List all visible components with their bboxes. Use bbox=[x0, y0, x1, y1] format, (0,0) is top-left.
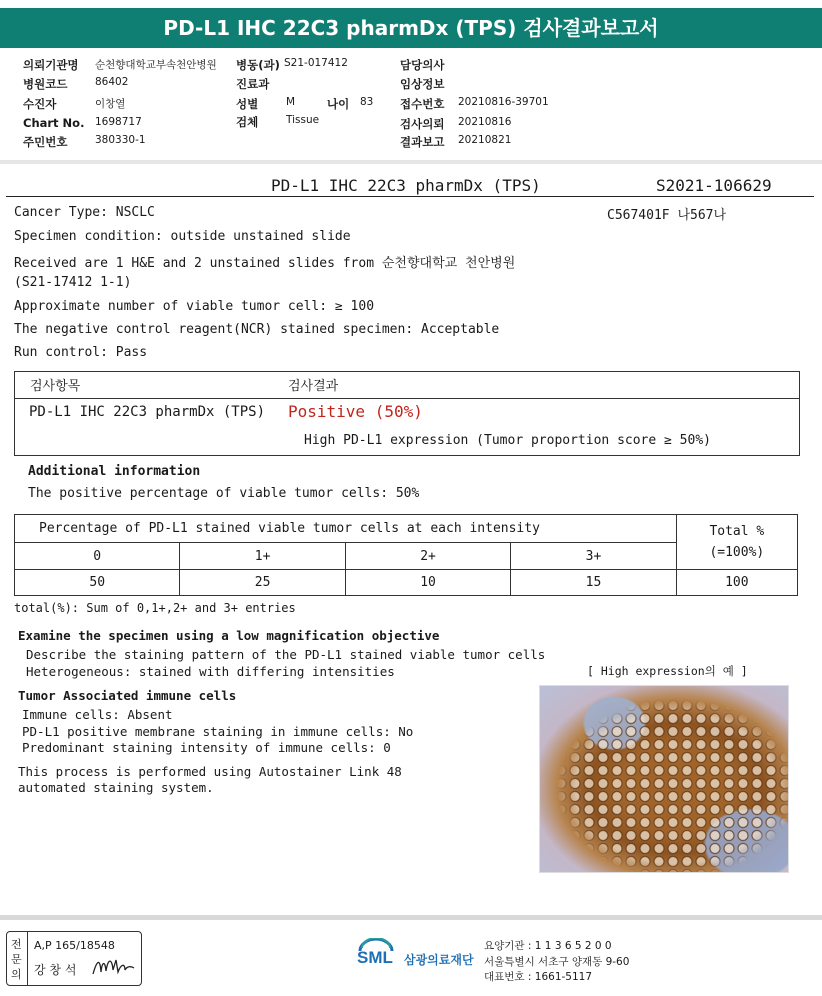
result-box-divider bbox=[15, 398, 799, 399]
intensity-header: Percentage of PD-L1 stained viable tumor cells at each intensity bbox=[15, 515, 677, 543]
intensity-table bbox=[14, 514, 798, 596]
age-value: 83 bbox=[360, 96, 374, 108]
org-address: 서울특별시 서초구 양재동 9-60 bbox=[484, 956, 630, 968]
org-phone: 대표번호 : 1661-5117 bbox=[484, 971, 593, 983]
report-date-label: 결과보고 bbox=[400, 135, 445, 149]
title-underline bbox=[6, 196, 814, 197]
received-ref: (S21-17412 1-1) bbox=[14, 275, 132, 290]
report-date-value: 20210821 bbox=[458, 134, 512, 146]
footer-divider bbox=[0, 915, 822, 920]
pathologist-vertical-label bbox=[7, 932, 28, 985]
hospital-code-value: 86402 bbox=[95, 76, 129, 88]
block-code: C567401F 나567나 bbox=[607, 208, 727, 223]
immune-line3: Predominant staining intensity of immune cells: 0 bbox=[22, 740, 391, 755]
receipt-label: 접수번호 bbox=[400, 97, 445, 111]
intensity-col-3: 3+ bbox=[511, 543, 676, 570]
intensity-value-row bbox=[15, 570, 798, 596]
clinical-label: 임상정보 bbox=[400, 77, 445, 91]
specimen-label: 검체 bbox=[236, 115, 259, 129]
result-col2-header: 검사결과 bbox=[288, 379, 339, 394]
table-footnote: total(%): Sum of 0,1+,2+ and 3+ entries bbox=[14, 601, 296, 615]
patient-value: 이창열 bbox=[95, 98, 126, 110]
request-value: 20210816 bbox=[458, 116, 512, 128]
pathologist-box bbox=[6, 931, 142, 986]
total-header bbox=[676, 515, 797, 570]
doctor-name: 강 창 석 bbox=[34, 963, 77, 977]
test-title: PD-L1 IHC 22C3 pharmDx (TPS) bbox=[271, 176, 541, 195]
high-expression-example-image bbox=[539, 685, 789, 873]
vert-char-2: 문 bbox=[11, 953, 22, 966]
immune-line2: PD-L1 positive membrane staining in immune cells: No bbox=[22, 724, 414, 739]
total-header-line2: (=100%) bbox=[709, 545, 765, 560]
example-caption: [ High expression의 예 ] bbox=[587, 664, 748, 678]
ncr-text: The negative control reagent(NCR) stained specimen: Acceptable bbox=[14, 322, 500, 337]
org-name: 삼광의료재단 bbox=[404, 953, 474, 967]
received-text: Received are 1 H&E and 2 unstained slides from 순천향대학교 천안병원 bbox=[14, 256, 516, 271]
result-value: Positive (50%) bbox=[288, 402, 423, 421]
result-box bbox=[14, 371, 800, 456]
result-col1-header: 검사항목 bbox=[30, 379, 81, 394]
hospital-code-label: 병원코드 bbox=[23, 77, 68, 91]
doctor-label: 담당의사 bbox=[400, 58, 445, 72]
case-number: S2021-106629 bbox=[656, 176, 772, 195]
result-item: PD-L1 IHC 22C3 pharmDx (TPS) bbox=[29, 404, 266, 420]
intensity-col-1: 1+ bbox=[180, 543, 345, 570]
intensity-value-3: 15 bbox=[511, 570, 676, 596]
institution-label: 의뢰기관명 bbox=[23, 58, 79, 72]
institution-code: 요양기관 : 1 1 3 6 5 2 0 0 bbox=[484, 940, 612, 952]
ward-value: S21-017412 bbox=[284, 57, 348, 69]
process-line1: This process is performed using Autostainer Link 48 bbox=[18, 764, 402, 779]
examine-heading: Examine the specimen using a low magnification objective bbox=[18, 628, 440, 643]
cancer-type: Cancer Type: NSCLC bbox=[14, 205, 155, 220]
viable-cells: Approximate number of viable tumor cell: ≥ 100 bbox=[14, 299, 375, 314]
additional-heading: Additional information bbox=[28, 464, 201, 479]
signature-icon bbox=[91, 954, 137, 980]
vert-char-3: 의 bbox=[11, 968, 22, 981]
intensity-col-2: 2+ bbox=[345, 543, 510, 570]
chart-value: 1698717 bbox=[95, 116, 142, 128]
doctor-number: A,P 165/18548 bbox=[34, 939, 115, 952]
patient-label: 수진자 bbox=[23, 97, 57, 111]
immune-heading: Tumor Associated immune cells bbox=[18, 688, 237, 703]
examine-line1: Describe the staining pattern of the PD-L1 stained viable tumor cells bbox=[26, 647, 546, 662]
intensity-header-row bbox=[15, 515, 798, 543]
intensity-value-2: 10 bbox=[345, 570, 510, 596]
report-title: PD-L1 IHC 22C3 pharmDx (TPS) 검사결과보고서 bbox=[0, 8, 822, 48]
positive-percentage: The positive percentage of viable tumor cells: 50% bbox=[28, 486, 420, 501]
request-label: 검사의뢰 bbox=[400, 117, 445, 131]
ward-label: 병동(과) bbox=[236, 58, 280, 72]
immune-line1: Immune cells: Absent bbox=[22, 707, 173, 722]
total-header-line1: Total % bbox=[709, 524, 765, 539]
vert-char-1: 전 bbox=[11, 938, 22, 951]
dept-label: 진료과 bbox=[236, 77, 270, 91]
specimen-condition: Specimen condition: outside unstained slide bbox=[14, 229, 351, 244]
intensity-value-1: 25 bbox=[180, 570, 345, 596]
receipt-value: 20210816-39701 bbox=[458, 96, 549, 108]
intensity-col-0: 0 bbox=[15, 543, 180, 570]
intensity-value-0: 50 bbox=[15, 570, 180, 596]
rrn-value: 380330-1 bbox=[95, 134, 146, 146]
rrn-label: 주민번호 bbox=[23, 135, 68, 149]
header-divider bbox=[0, 160, 822, 164]
intensity-total: 100 bbox=[676, 570, 797, 596]
logo-text: SML bbox=[357, 948, 393, 967]
age-label: 나이 bbox=[327, 97, 350, 111]
sex-label: 성별 bbox=[236, 97, 259, 111]
examine-line2: Heterogeneous: stained with differing intensities bbox=[26, 664, 395, 679]
process-line2: automated staining system. bbox=[18, 780, 214, 795]
sex-value: M bbox=[286, 96, 296, 108]
expression-text: High PD-L1 expression (Tumor proportion score ≥ 50%) bbox=[304, 433, 711, 448]
institution-value: 순천향대학교부속천안병원 bbox=[95, 59, 217, 71]
chart-label: Chart No. bbox=[23, 116, 85, 130]
run-control: Run control: Pass bbox=[14, 345, 148, 360]
stained-cells-texture bbox=[540, 686, 788, 872]
specimen-value: Tissue bbox=[286, 114, 320, 126]
